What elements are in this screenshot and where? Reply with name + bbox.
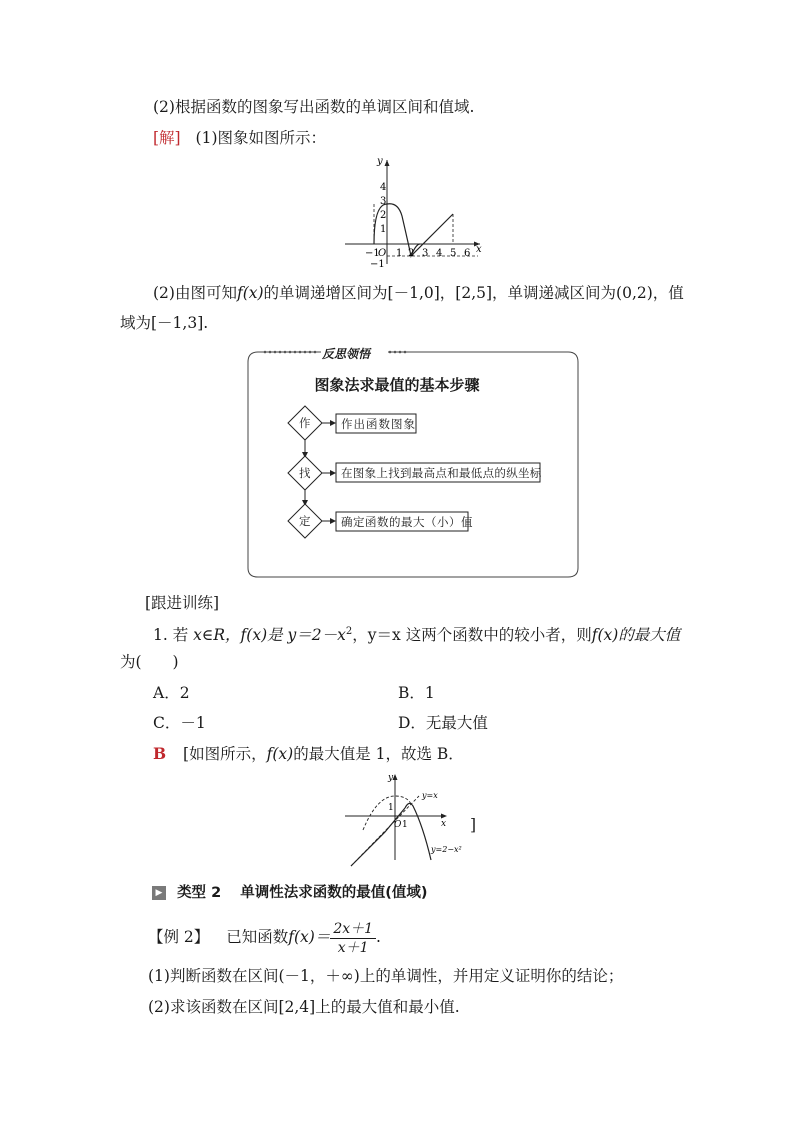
- step-2-text: 在图象上找到最高点和最低点的纵坐标: [341, 466, 542, 480]
- x-one-label: 1: [402, 820, 408, 830]
- x-tick-4: 4: [436, 248, 443, 259]
- box-top-left: [248, 352, 321, 362]
- answer-line: [153, 743, 464, 765]
- y-tick-minus1: −1: [370, 259, 385, 270]
- example-q2: (2)求该函数在区间[2,4]上的最大值和最小值.: [148, 998, 460, 1016]
- x-tick-minus1: −1: [365, 248, 380, 259]
- x-axis-label: x: [476, 244, 482, 255]
- practice-q1-line2: 为( ): [120, 653, 179, 671]
- step-1-key: 作: [299, 416, 311, 430]
- line-segment: [411, 214, 453, 256]
- answer-tail: 的最大值是 1，故选 B．: [293, 745, 464, 763]
- answer-text: [如图所示，: [183, 745, 267, 763]
- fraction-numerator: 2x＋1: [330, 920, 376, 939]
- x-tick-3: 3: [422, 248, 429, 259]
- origin-label: O: [378, 248, 387, 259]
- solution-fx: f(x): [236, 284, 264, 302]
- y-axis-label: y: [388, 773, 394, 783]
- solution-part1: (1)图象如图所示：: [195, 129, 327, 147]
- solution-part2-line1: [153, 282, 684, 304]
- section-type-label: 类型 2: [177, 885, 222, 901]
- y-axis-label: y: [377, 156, 383, 167]
- x-axis-label: x: [441, 819, 447, 829]
- answer-fx: f(x): [266, 745, 294, 763]
- q1-b: x∈R，: [193, 626, 241, 645]
- x-tick-6: 6: [464, 248, 471, 259]
- label-y-eq-x: y=x: [422, 791, 438, 800]
- example-end: .: [376, 928, 381, 946]
- step-2-key: 找: [299, 466, 311, 480]
- label-parabola: y=2−x²: [431, 845, 462, 854]
- x-tick-5: 5: [450, 248, 457, 259]
- x-tick-1: 1: [396, 248, 403, 259]
- function-graph-1: [340, 152, 490, 270]
- reflection-title: 图象法求最值的基本步骤: [314, 376, 480, 394]
- solution-part2-b: 的单调递增区间为[－1,0]，[2,5]，单调递减区间为(0,2)，值: [263, 284, 684, 302]
- fraction-denominator: x＋1: [337, 939, 369, 956]
- option-c: C．－1: [153, 714, 206, 732]
- solution-part2-a: (2)由图可知: [153, 284, 237, 302]
- answer-letter: B: [153, 744, 167, 763]
- question-part2: (2)根据函数的图象写出函数的单调区间和值域.: [153, 98, 475, 116]
- function-graph-2: [345, 770, 475, 874]
- example-tag: 【例 2】: [148, 928, 210, 946]
- section-title: 单调性法求函数的最值(值域): [240, 885, 428, 901]
- x-tick-2: 2: [408, 248, 415, 259]
- solution-tag: [解]: [153, 129, 181, 147]
- reflection-header: 反思领悟: [322, 347, 371, 361]
- y-tick-3: 3: [380, 196, 387, 207]
- section-marker-icon: ▶: [152, 886, 166, 900]
- box-bottom: [248, 568, 578, 577]
- y-tick-1: 1: [380, 224, 387, 235]
- step-3-text: 确定函数的最大（小）值: [341, 515, 473, 529]
- min-function-line-part: [351, 808, 405, 866]
- example-q1: (1)判断函数在区间(－1，＋∞)上的单调性，并用定义证明你的结论；: [148, 967, 624, 985]
- origin-label: O: [394, 820, 402, 830]
- solution-line: [153, 127, 326, 149]
- practice-header: [跟进训练]: [145, 594, 220, 612]
- box-top-right: [388, 352, 578, 362]
- y-axis-arrow: [385, 160, 390, 166]
- step-1-text: 作出函数图象: [341, 417, 416, 431]
- min-function-parabola-part: [405, 803, 431, 860]
- q1-c: f(x)是 y＝2－x: [240, 626, 346, 645]
- y-tick-2: 2: [380, 210, 387, 221]
- section-2-heading: [152, 882, 428, 904]
- example-2-line: [148, 916, 381, 958]
- practice-q1-line1: [153, 621, 680, 646]
- step-3-key: 定: [299, 514, 311, 528]
- example-fraction: [330, 920, 376, 957]
- q1-d: ，y＝x 这两个函数中的较小者，则: [352, 626, 592, 645]
- solution-part2-line2: 域为[－1,3].: [120, 314, 209, 332]
- y-tick-4: 4: [380, 182, 387, 193]
- option-d: D．无最大值: [398, 714, 488, 732]
- q1-sup: 2: [345, 626, 353, 637]
- q1-a: 1. 若: [153, 626, 189, 645]
- example-text: 已知函数: [226, 928, 289, 946]
- q1-e: f(x)的最大值: [591, 626, 681, 645]
- option-a: A．2: [153, 684, 190, 702]
- one-label: 1: [388, 803, 394, 813]
- option-b: B．1: [398, 684, 435, 702]
- example-fx: f(x)＝: [288, 928, 331, 946]
- answer-close-bracket: ]: [470, 816, 477, 834]
